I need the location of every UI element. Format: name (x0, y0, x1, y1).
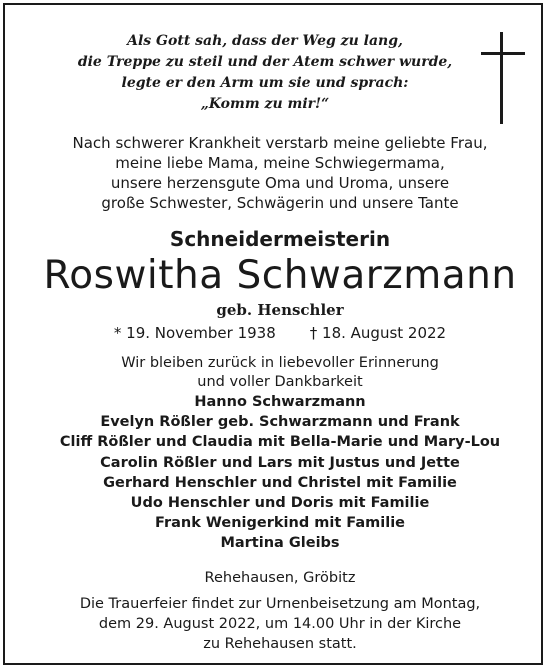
remembrance-line: Wir bleiben zurück in liebevoller Erinnerung (121, 355, 439, 371)
ceremony-info (5, 594, 550, 654)
remembrance-text (5, 354, 550, 392)
announcement-text (5, 133, 550, 213)
birth-date: * 19. November 1938 (113, 324, 276, 342)
mourner-entry: Cliff Rößler und Claudia mit Bella-Marie und Mary-Lou (59, 434, 501, 451)
deceased-occupation: Schneidermeisterin (169, 227, 391, 251)
deceased-birth-name: geb. Henschler (216, 301, 344, 319)
mourner-entry: Gerhard Henschler und Christel mit Familie (103, 474, 457, 491)
cross-vertical-bar (500, 32, 503, 124)
ceremony-line: dem 29. August 2022, um 14.00 Uhr in der Kirche (98, 616, 462, 632)
poem-line: Als Gott sah, dass der Weg zu lang, (127, 33, 403, 49)
mourner-entry: Carolin Rößler und Lars mit Justus und Jette (100, 454, 460, 471)
mourner-entry: Hanno Schwarzmann (194, 394, 366, 410)
announcement-line: große Schwester, Schwägerin und unsere Tante (101, 194, 459, 212)
mourners-list (5, 392, 550, 554)
announcement-line: meine liebe Mama, meine Schwiegermama, (115, 154, 445, 172)
remembrance-line: und voller Dankbarkeit (197, 374, 363, 390)
mourner-entry: Frank Wenigerkind mit Familie (154, 515, 405, 532)
poem-line: legte er den Arm um sie und sprach: (121, 75, 409, 91)
death-date: † 18. August 2022 (309, 324, 447, 342)
mourner-entry: Udo Henschler und Doris mit Familie (130, 495, 430, 512)
mourner-entry: Martina Gleibs (220, 535, 340, 552)
cross-horizontal-bar (481, 52, 525, 55)
deceased-name: Roswitha Schwarzmann (43, 253, 517, 298)
ceremony-line: Die Trauerfeier findet zur Urnenbeisetzung am Montag, (79, 596, 481, 612)
announcement-line: Nach schwerer Krankheit verstarb meine geliebte Frau, (72, 134, 488, 152)
announcement-line: unsere herzensgute Oma und Uroma, unsere (110, 174, 450, 192)
life-dates (5, 322, 550, 344)
poem-line: „Komm zu mir!“ (200, 96, 330, 112)
poem-line: die Treppe zu steil und der Atem schwer wurde, (77, 54, 453, 70)
ceremony-line: zu Rehehausen statt. (203, 636, 357, 652)
cross-icon (481, 32, 525, 124)
mourner-entry: Evelyn Rößler geb. Schwarzmann und Frank (100, 414, 460, 431)
family-location: Rehehausen, Gröbitz (204, 570, 356, 586)
poem (45, 31, 485, 115)
obituary-notice (3, 3, 543, 665)
